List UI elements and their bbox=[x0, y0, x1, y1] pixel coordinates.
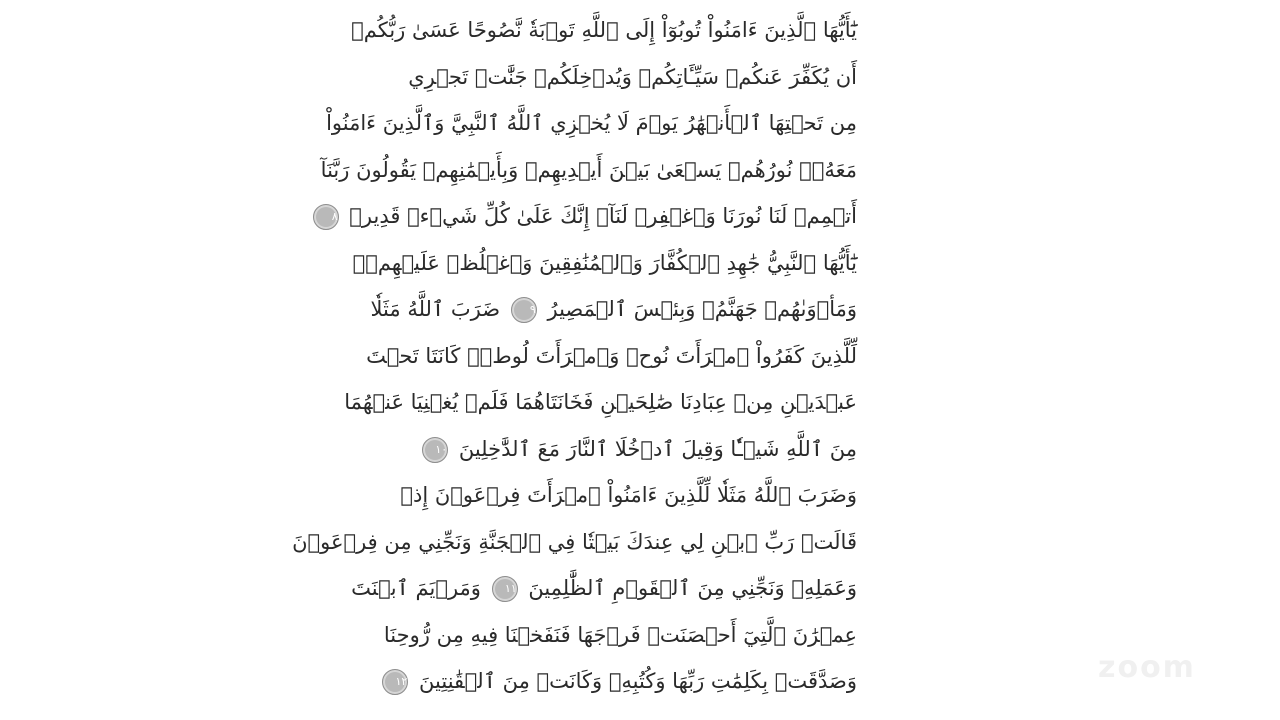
verse-line-2 bbox=[408, 55, 857, 99]
verse-text: عَبۡدَيۡنِ مِنۡ عِبَادِنَا صَٰلِحَيۡنِ فَخَانَتَاهُمَا فَلَمۡ يُغۡنِيَا عَنۡهُمَا bbox=[344, 390, 857, 414]
verse-text: يَٰٓأَيُّهَا ٱلَّذِينَ ءَامَنُواْ تُوبُوٓاْ إِلَى ٱللَّهِ تَوۡبَةٗ نَّصُوحًا عَسَىٰ رَبُّكُمۡ bbox=[351, 18, 857, 42]
verse-text: وَضَرَبَ ٱللَّهُ مَثَلٗا لِّلَّذِينَ ءَامَنُواْ ٱمۡرَأَتَ فِرۡعَوۡنَ إِذۡ bbox=[400, 483, 857, 507]
zoom-watermark: zoom bbox=[1098, 650, 1196, 685]
verse-line-3 bbox=[326, 101, 857, 145]
verse-text: لِّلَّذِينَ كَفَرُواْ ٱمۡرَأَتَ نُوحٖ وَٱمۡرَأَتَ لُوطٖۖ كَانَتَا تَحۡتَ bbox=[366, 343, 857, 368]
verse-text: مِنَ ٱللَّهِ شَيۡـٔٗا وَقِيلَ ٱدۡخُلَا ٱلنَّارَ مَعَ ٱلدَّٰخِلِينَ bbox=[458, 436, 857, 461]
verse-text: عِمۡرَٰنَ ٱلَّتِيٓ أَحۡصَنَتۡ فَرۡجَهَا فَنَفَخۡنَا فِيهِ مِن رُّوحِنَا bbox=[383, 622, 857, 647]
quran-text-column bbox=[292, 8, 857, 712]
verse-text: وَعَمَلِهِۦ وَنَجِّنِي مِنَ ٱلۡقَوۡمِ ٱلظَّٰلِمِينَ bbox=[528, 576, 857, 600]
ayah-number-marker: ١٠ bbox=[422, 437, 448, 463]
verse-text: وَمَأۡوَىٰهُمۡ جَهَنَّمُۖ وَبِئۡسَ ٱلۡمَصِيرُ bbox=[547, 297, 857, 321]
ayah-number-marker: ١١ bbox=[492, 576, 518, 602]
verse-line-14 bbox=[383, 613, 857, 657]
verse-line-13 bbox=[351, 566, 857, 610]
verse-text: يَٰٓأَيُّهَا ٱلنَّبِيُّ جَٰهِدِ ٱلۡكُفَّارَ وَٱلۡمُنَٰفِقِينَ وَٱغۡلُظۡ عَلَيۡهِمۡۚ bbox=[352, 250, 857, 275]
verse-line-9 bbox=[344, 380, 857, 424]
ayah-number-marker: ٨ bbox=[313, 204, 339, 230]
verse-line-4 bbox=[320, 148, 857, 192]
verse-line-1 bbox=[351, 8, 857, 52]
ayah-number-marker: ٩ bbox=[511, 297, 537, 323]
verse-line-12 bbox=[292, 520, 857, 564]
verse-line-6 bbox=[352, 241, 857, 285]
ayah-number-marker: ١٢ bbox=[382, 669, 408, 695]
verse-line-11 bbox=[400, 473, 857, 517]
verse-text: مِن تَحۡتِهَا ٱلۡأَنۡهَٰرُ يَوۡمَ لَا يُخۡزِي ٱللَّهُ ٱلنَّبِيَّ وَٱلَّذِينَ ءَامَنُواْ bbox=[326, 111, 857, 135]
verse-text: مَعَهُۥۖ نُورُهُمۡ يَسۡعَىٰ بَيۡنَ أَيۡدِيهِمۡ وَبِأَيۡمَٰنِهِمۡ يَقُولُونَ رَبَّنَآ bbox=[320, 157, 857, 182]
verse-line-7 bbox=[370, 287, 857, 331]
verse-line-15 bbox=[395, 659, 857, 703]
verse-text: أَن يُكَفِّرَ عَنكُمۡ سَيِّـَٔاتِكُمۡ وَيُدۡخِلَكُمۡ جَنَّٰتٖ تَجۡرِي bbox=[408, 64, 857, 89]
verse-text: وَصَدَّقَتۡ بِكَلِمَٰتِ رَبِّهَا وَكُتُبِهِۦ وَكَانَتۡ مِنَ ٱلۡقَٰنِتِينَ bbox=[419, 669, 857, 693]
verse-text: أَتۡمِمۡ لَنَا نُورَنَا وَٱغۡفِرۡ لَنَآۖ إِنَّكَ عَلَىٰ كُلِّ شَيۡءٖ قَدِيرٞ bbox=[349, 204, 857, 228]
verse-line-10 bbox=[425, 427, 857, 471]
verse-line-5 bbox=[331, 194, 857, 238]
verse-text-continued: وَمَرۡيَمَ ٱبۡنَتَ bbox=[351, 576, 481, 600]
verse-line-8 bbox=[366, 334, 857, 378]
verse-text-continued: ضَرَبَ ٱللَّهُ مَثَلٗا bbox=[370, 297, 501, 321]
verse-text: قَالَتۡ رَبِّ ٱبۡنِ لِي عِندَكَ بَيۡتٗا فِي ٱلۡجَنَّةِ وَنَجِّنِي مِن فِرۡعَوۡنَ bbox=[292, 529, 857, 554]
